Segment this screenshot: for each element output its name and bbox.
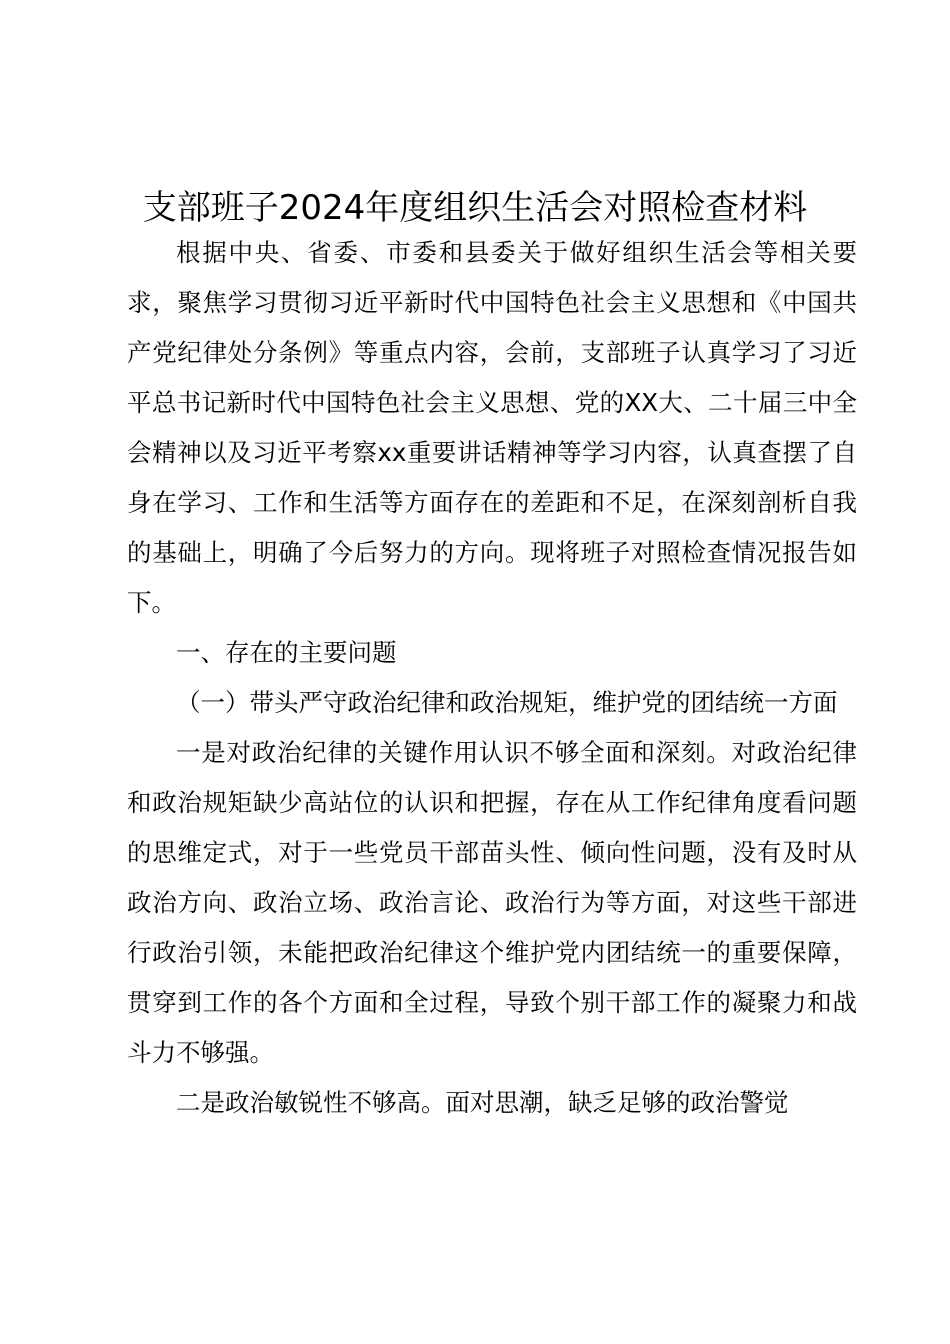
paragraph-point-one: 一是对政治纪律的关键作用认识不够全面和深刻。对政治纪律和政治规矩缺少高站位的认识和把握，存在从工作纪律角度看问题的思维定式，对于一些党员干部苗头性、倾向性问题，没有及时从政治方向、政治立场、政治言论、政治行为等方面，对这些干部进行政治引领，未能把政治纪律这个维护党内团结统一的重要保障，贯穿到工作的各个方面和全过程，导致个别干部工作的凝聚力和战斗力不够强。: [127, 738, 857, 1067]
paragraph-point-two: 二是政治敏锐性不够高。面对思潮，缺乏足够的政治警觉: [176, 1088, 789, 1117]
section-heading: 一、存在的主要问题: [176, 638, 397, 667]
subsection-heading: （一）带头严守政治纪律和政治规矩，维护党的团结统一方面: [176, 688, 838, 717]
paragraph-intro: 根据中央、省委、市委和县委关于做好组织生活会等相关要求，聚焦学习贯彻习近平新时代中国特色社会主义思想和《中国共产党纪律处分条例》等重点内容，会前，支部班子认真学习了习近平总书记新时代中国特色社会主义思想、党的XX大、二十届三中全会精神以及习近平考察xx重要讲话精神等学习内容，认真查摆了自身在学习、工作和生活等方面存在的差距和不足，在深刻剖析自我的基础上，明确了今后努力的方向。现将班子对照检查情况报告如下。: [127, 238, 857, 617]
document-title: 支部班子2024年度组织生活会对照检查材料: [142, 188, 808, 228]
document-body: [127, 228, 857, 1128]
